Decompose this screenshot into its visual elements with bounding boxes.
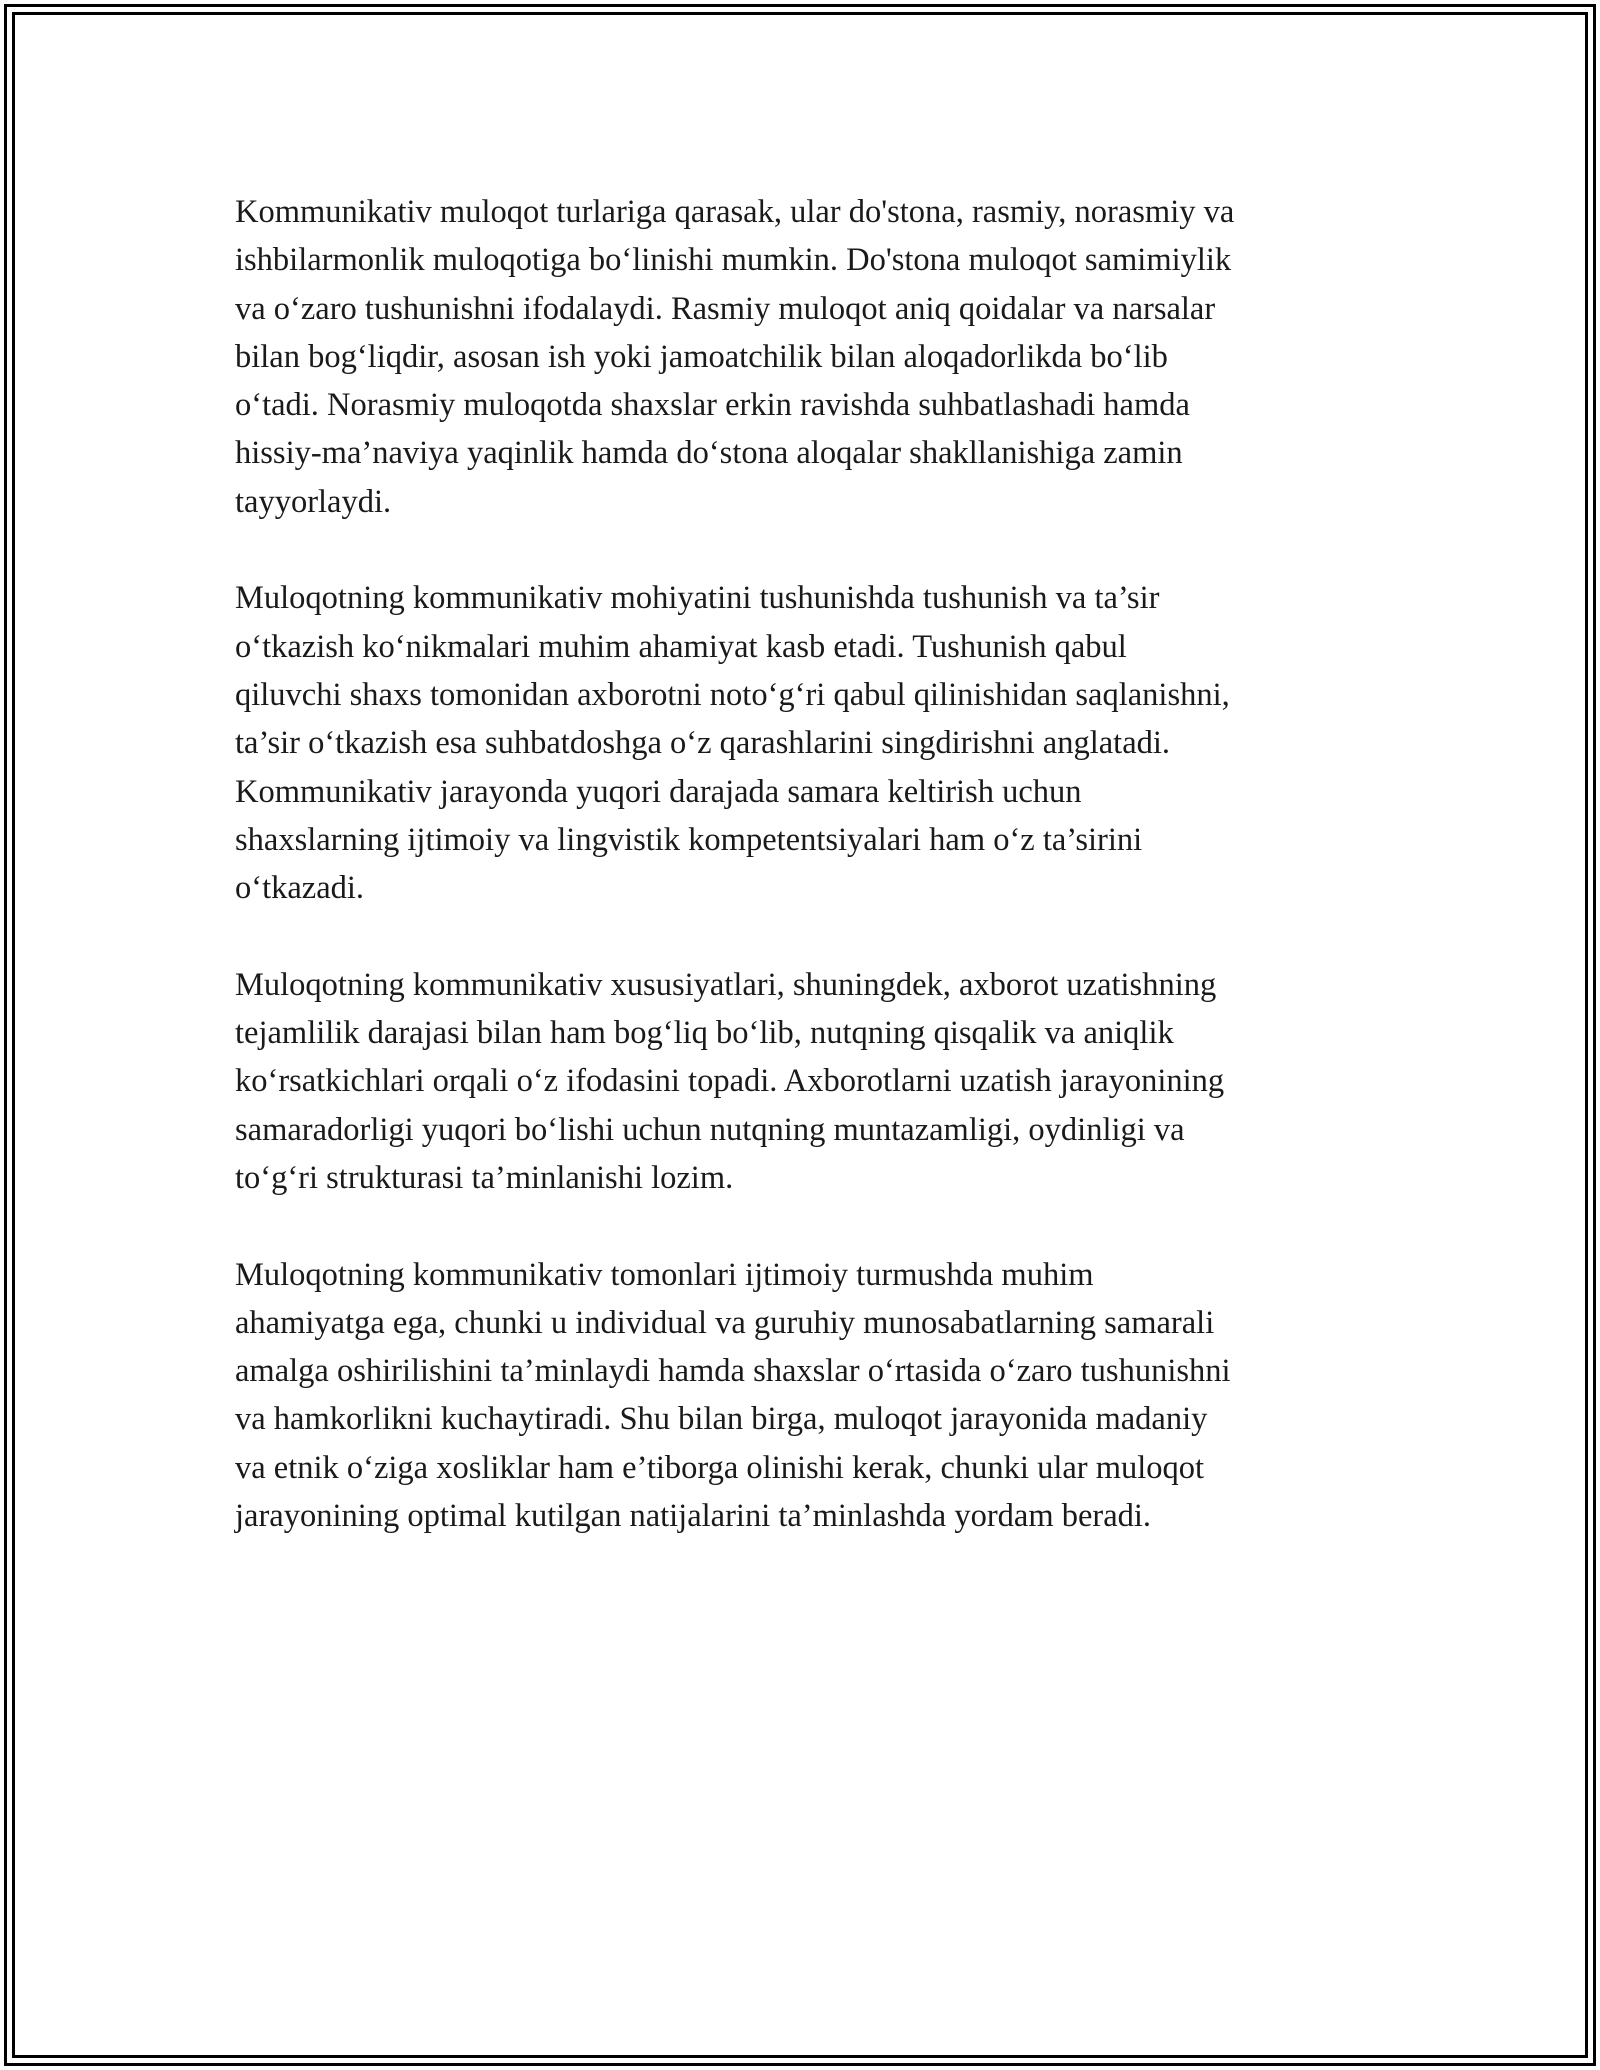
text-line: ko‘rsatkichlari orqali o‘z ifodasini topadi. Axborotlarni uzatish jarayonining: [235, 1063, 1225, 1100]
text-line: Muloqotning kommunikativ tomonlari ijtimoiy turmushda muhim: [235, 1256, 1094, 1293]
paragraph-1: [235, 188, 1375, 526]
text-line: jarayonining optimal kutilgan natijalarini ta’minlashda yordam beradi.: [235, 1498, 1152, 1535]
text-line: samaradorligi yuqori bo‘lishi uchun nutqning muntazamligi, oydinligi va: [235, 1111, 1185, 1148]
text-line: ishbilarmonlik muloqotiga bo‘linishi mumkin. Do'stona muloqot samimiylik: [235, 242, 1232, 279]
text-line: shaxslarning ijtimoiy va lingvistik kompetentsiyalari ham o‘z ta’sirini: [235, 821, 1143, 858]
text-line: va o‘zaro tushunishni ifodalaydi. Rasmiy muloqot aniq qoidalar va narsalar: [235, 290, 1216, 327]
paragraph-4: [235, 1251, 1375, 1541]
text-line: ahamiyatga ega, chunki u individual va guruhiy munosabatlarning samarali: [235, 1304, 1215, 1341]
text-line: Muloqotning kommunikativ mohiyatini tushunishda tushunish va ta’sir: [235, 580, 1160, 617]
paragraph-2: [235, 574, 1375, 912]
text-line: o‘tadi. Norasmiy muloqotda shaxslar erkin ravishda suhbatlashadi hamda: [235, 387, 1190, 424]
text-line: amalga oshirilishini ta’minlaydi hamda shaxslar o‘rtasida o‘zaro tushunishni: [235, 1353, 1231, 1390]
text-line: ta’sir o‘tkazish esa suhbatdoshga o‘z qarashlarini singdirishni anglatadi.: [235, 725, 1171, 762]
text-line: o‘tkazadi.: [235, 870, 365, 907]
text-line: o‘tkazish ko‘nikmalari muhim ahamiyat kasb etadi. Tushunish qabul: [235, 628, 1127, 665]
text-line: Kommunikativ muloqot turlariga qarasak, ular do'stona, rasmiy, norasmiy va: [235, 194, 1235, 230]
text-line: qiluvchi shaxs tomonidan axborotni noto‘g‘ri qabul qilinishidan saqlanishni,: [235, 676, 1230, 713]
text-line: Muloqotning kommunikativ xususiyatlari, shuningdek, axborot uzatishning: [235, 966, 1217, 1003]
text-line: bilan bog‘liqdir, asosan ish yoki jamoatchilik bilan aloqadorlikda bo‘lib: [235, 338, 1168, 375]
text-line: to‘g‘ri strukturasi ta’minlanishi lozim.: [235, 1159, 734, 1196]
text-line: tayyorlaydi.: [235, 483, 392, 520]
text-line: tejamlilik darajasi bilan ham bog‘liq bo‘lib, nutqning qisqalik va aniqlik: [235, 1015, 1174, 1052]
document-body: [235, 188, 1375, 1589]
text-line: Kommunikativ jarayonda yuqori darajada samara keltirish uchun: [235, 773, 1082, 810]
text-line: va etnik o‘ziga xosliklar ham e’tiborga olinishi kerak, chunki ular muloqot: [235, 1449, 1205, 1486]
text-line: hissiy-ma’naviya yaqinlik hamda do‘stona aloqalar shakllanishiga zamin: [235, 435, 1183, 472]
text-line: va hamkorlikni kuchaytiradi. Shu bilan birga, muloqot jarayonida madaniy: [235, 1401, 1208, 1438]
paragraph-3: [235, 961, 1375, 1202]
